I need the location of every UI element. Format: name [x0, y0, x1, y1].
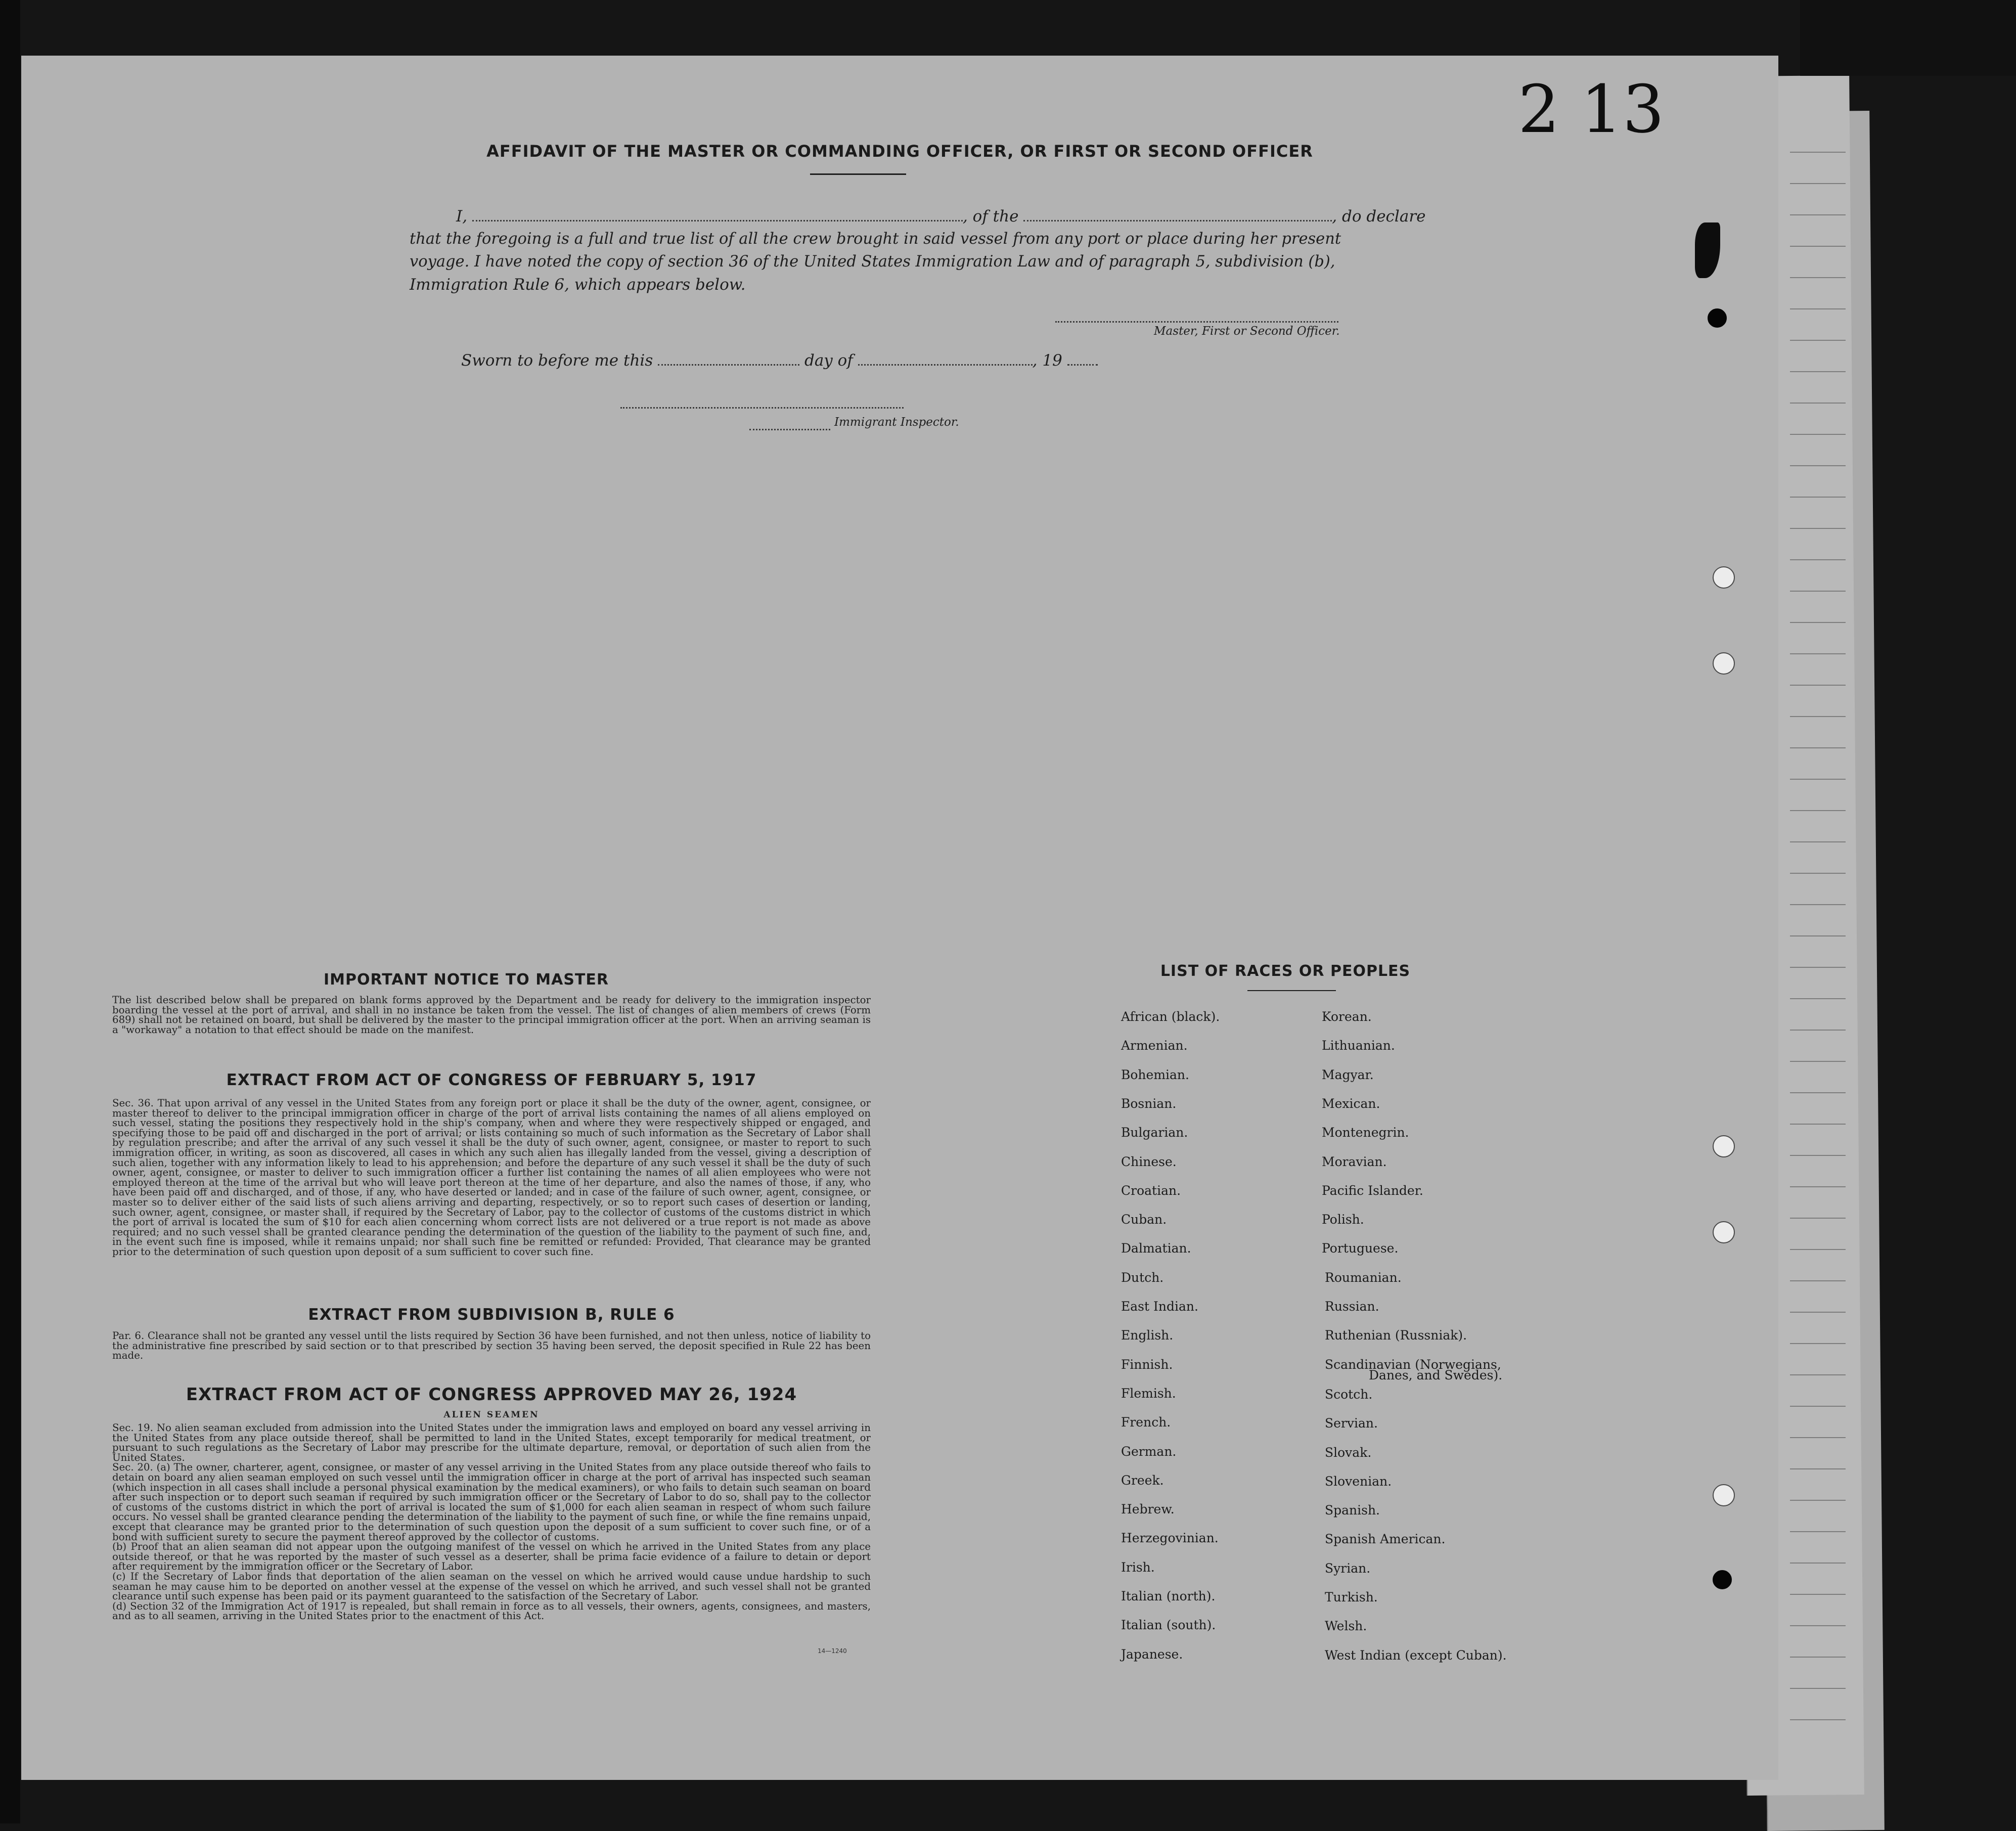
race-item: Servian.: [1325, 1416, 1378, 1431]
declarant-name-field[interactable]: [472, 209, 963, 221]
sworn-month-field[interactable]: [858, 353, 1033, 366]
race-item: Hebrew.: [1121, 1502, 1175, 1517]
sworn-day-field[interactable]: [658, 353, 799, 366]
race-item: French.: [1121, 1415, 1171, 1430]
race-item: East Indian.: [1121, 1299, 1198, 1314]
race-item: Pacific Islander.: [1322, 1183, 1423, 1198]
ruled-line: [1790, 747, 1846, 748]
ruled-line: [1790, 873, 1846, 874]
ruled-line: [1790, 340, 1846, 341]
ruled-line: [1790, 841, 1846, 842]
race-item: Portuguese.: [1322, 1241, 1399, 1256]
ruled-line: [1790, 1468, 1846, 1469]
race-item: Greek.: [1121, 1472, 1164, 1488]
ruled-line: [1790, 1092, 1846, 1093]
declarant-prefix: I,: [456, 207, 468, 226]
rule-6-title: EXTRACT FROM SUBDIVISION B, RULE 6: [308, 1306, 675, 1324]
race-item: Bulgarian.: [1121, 1125, 1188, 1140]
declaration-line-3: voyage. I have noted the copy of section 36 of the United States Immigration Law and of paragraph 5, subdivision (b),: [410, 253, 1335, 271]
ruled-line: [1790, 622, 1846, 623]
scan-left-edge: [0, 0, 20, 1823]
inspector-signature-label: Immigrant Inspector.: [834, 416, 959, 429]
scan-top-right-dark: [1800, 0, 2016, 76]
ruled-line: [1790, 371, 1846, 372]
affidavit-title-rule: [810, 173, 906, 175]
ruled-line: [1790, 434, 1846, 435]
race-item: Ruthenian (Russniak).: [1325, 1328, 1467, 1343]
ruled-line: [1790, 1155, 1846, 1156]
declaration-line-2: that the foregoing is a full and true list of all the crew brought in said vessel from any port or place during her present: [410, 230, 1341, 248]
master-signature-line[interactable]: [1055, 320, 1338, 323]
punch-hole: [1713, 652, 1735, 675]
ruled-line: [1790, 1030, 1846, 1031]
ruled-line: [1790, 308, 1846, 309]
notice-title: IMPORTANT NOTICE TO MASTER: [324, 971, 609, 989]
race-item: Scotch.: [1325, 1387, 1373, 1402]
ruled-line: [1790, 1124, 1846, 1125]
ruled-line: [1790, 1061, 1846, 1062]
ruled-line: [1790, 1343, 1846, 1344]
ruled-line: [1790, 935, 1846, 936]
section-20b-text: (b) Proof that an alien seaman did not appear upon the outgoing manifest of the vessel on which he arrived in the United States from any place outside thereof, or that he was reported by the master of such vessel as a deserter, shall be prima facie evidence of a failure to detain or deport after requirement by the immigration officer or the Secretary of Labor.: [112, 1541, 871, 1573]
ruled-line: [1790, 685, 1846, 686]
sworn-line: [461, 351, 1098, 370]
race-item: Slovak.: [1325, 1445, 1372, 1460]
race-item: Armenian.: [1121, 1038, 1188, 1053]
ruled-line: [1790, 152, 1846, 153]
race-item: Magyar.: [1322, 1067, 1374, 1082]
race-item: African (black).: [1121, 1009, 1220, 1024]
punch-hole: [1713, 1221, 1735, 1243]
race-item: Scandinavian (Norwegians,: [1325, 1357, 1501, 1372]
race-item: Turkish.: [1325, 1590, 1378, 1604]
ruled-line: [1790, 183, 1846, 184]
ruled-line: [1790, 1594, 1846, 1595]
race-item-scandinavian-continued: Danes, and Swedes).: [1369, 1368, 1503, 1382]
section-20d-text: (d) Section 32 of the Immigration Act of 1917 is repealed, but shall remain in force as to all vessels, their owners, agents, consignees, and masters, and as to all seamen, arriving in the United States prior to the enactment of this Act.: [112, 1600, 871, 1622]
ruled-line: [1790, 998, 1846, 999]
ruled-line: [1790, 716, 1846, 717]
punch-hole: [1713, 1484, 1735, 1506]
ruled-line: [1790, 1657, 1846, 1658]
vessel-name-field[interactable]: [1023, 209, 1332, 221]
extract-1924-title: EXTRACT FROM ACT OF CONGRESS APPROVED MAY 26, 1924: [186, 1385, 797, 1405]
ruled-line: [1790, 1218, 1846, 1219]
race-item: Dalmatian.: [1121, 1241, 1191, 1256]
ruled-line: [1790, 497, 1846, 498]
day-of-text: day of: [804, 351, 853, 370]
ruled-line: [1790, 214, 1846, 215]
notice-text: The list described below shall be prepared on blank forms approved by the Department and be ready for delivery to the immigration inspector boarding the vessel at the port of arrival, and shall in no instance be taken from the vessel. The list of changes of alien members of crews (Form 689) shall not be retained on board, but shall be delivered by the master to the principal immigration officer at the port. When an arriving seaman is a "workaway" a notation to that effect should be made on the manifest.: [112, 994, 871, 1036]
race-item: Spanish American.: [1325, 1532, 1446, 1547]
race-item: Lithuanian.: [1322, 1038, 1395, 1053]
ruled-line: [1790, 403, 1846, 404]
ruled-line: [1790, 1374, 1846, 1375]
ruled-line: [1790, 1531, 1846, 1532]
extract-1924-text: [112, 1423, 871, 1621]
race-item: Finnish.: [1121, 1357, 1173, 1372]
ruled-line: [1790, 779, 1846, 780]
race-item: Roumanian.: [1325, 1270, 1402, 1285]
race-item: Cuban.: [1121, 1212, 1167, 1227]
race-item: German.: [1121, 1444, 1177, 1459]
race-item: Croatian.: [1121, 1183, 1181, 1198]
ruled-line: [1790, 653, 1846, 654]
race-item: Chinese.: [1121, 1154, 1177, 1169]
ruled-line: [1790, 591, 1846, 592]
declaration-line: [456, 207, 1425, 226]
race-item: Dutch.: [1121, 1270, 1164, 1285]
race-item: Moravian.: [1322, 1154, 1387, 1169]
race-item: Korean.: [1322, 1009, 1372, 1024]
ruled-line: [1790, 1719, 1846, 1720]
ruled-line: [1790, 1312, 1846, 1313]
ruled-line: [1790, 1437, 1846, 1438]
ruled-line: [1790, 465, 1846, 466]
ruled-line: [1790, 1406, 1846, 1407]
race-item: Welsh.: [1325, 1619, 1367, 1634]
document-page: [21, 56, 1778, 1780]
race-item: Bohemian.: [1121, 1067, 1189, 1082]
race-item: Japanese.: [1121, 1646, 1183, 1662]
race-item: Syrian.: [1325, 1560, 1371, 1576]
races-title-rule: [1247, 990, 1336, 991]
punch-hole: [1713, 1570, 1732, 1589]
ruled-line: [1790, 1186, 1846, 1187]
race-item: Irish.: [1121, 1559, 1155, 1575]
do-declare-text: , do declare: [1332, 207, 1426, 226]
sworn-year-field[interactable]: [1067, 353, 1098, 366]
sworn-text: Sworn to before me this: [461, 351, 653, 370]
ruled-line: [1790, 528, 1846, 529]
ruled-line: [1790, 1688, 1846, 1689]
rule-6-text: Par. 6. Clearance shall not be granted any vessel until the lists required by Section 36 have been furnished, and not then unless, notice of liability to the administrative fine prescribed by said section or to that prescribed by section 35 having been served, the deposit specified in Rule 22 has been made.: [112, 1330, 871, 1362]
extract-1917-text: Sec. 36. That upon arrival of any vessel in the United States from any foreign port or place it shall be the duty of the owner, agent, consignee, or master thereof to deliver to the principal immigration officer in charge of the port of arrival lists containing the names of all aliens employed on such vessel, stating the positions they respectively hold in the ship's company, when and where they were respectively shipped or engaged, and specifying those to be paid off and discharged in the port of arrival; or lists containing so much of such information as the Secretary of Labor shall by regulation prescribe; and after the arrival of any such vessel it shall be the duty of such owner, agent, consignee, or master to report to such immigration officer, in writing, as soon as discovered, all cases in which any such alien has illegally landed from the vessel, giving a description of such alien, together with any information likely to lead to his apprehension; and before the departure of any such vessel it shall be the duty of such owner, agent, consignee, or master to deliver to such immigration officer a further list containing the names of all alien employees who were not employed thereon at the time of the arrival but who will leave port thereon at the time of her departure, and also the names of those, if any, who have been paid off and discharged, and of those, if any, who have deserted or landed; and in case of the failure of such owner, agent, consignee, or master so to deliver either of the said lists of such aliens arriving and departing, respectively, or so to report such cases of desertion or landing, such owner, agent, consignee, or master shall, if required by the Secretary of Labor, pay to the collector of customs of the customs district in which the port of arrival is located the sum of $10 for each alien concerning whom correct lists are not delivered or a true report is not made as above required; and no such vessel shall be granted clearance pending the determination of the question of the liability to the payment of such fine, and, in the event such fine is imposed, while it remains unpaid; nor shall such fine be remitted or refunded: Provided, That clearance may be granted prior to the determination of such question upon deposit of a sum sufficient to cover such fine.: [112, 1097, 871, 1258]
punch-hole: [1708, 308, 1727, 328]
inspector-name-line[interactable]: [749, 428, 830, 430]
ruled-line: [1790, 246, 1846, 247]
race-item: Russian.: [1325, 1299, 1379, 1314]
declaration-line-4: Immigration Rule 6, which appears below.: [410, 276, 746, 294]
section-19-text: Sec. 19. No alien seaman excluded from admission into the United States under the immigration laws and employed on board any vessel arriving in the United States from any place outside thereof, shall be permitted to land in the United States, except temporarily for medical treatment, or pursuant to such regulations as the Secretary of Labor may prescribe for the ultimate departure, removal, or deportation of such alien from the United States.: [112, 1422, 871, 1463]
race-item: Bosnian.: [1121, 1096, 1177, 1111]
punch-hole: [1713, 566, 1735, 589]
inspector-signature-line[interactable]: [620, 406, 904, 409]
race-item: Slovenian.: [1325, 1473, 1392, 1489]
ruled-line: [1790, 1625, 1846, 1626]
race-item: West Indian (except Cuban).: [1325, 1647, 1507, 1663]
section-20c-text: (c) If the Secretary of Labor finds that deportation of the alien seaman on the vessel on which he arrived would cause undue hardship to such seaman he may cause him to be deported on another vessel at the expense of the vessel on which he arrived, and such vessel shall not be granted clearance until such expense has been paid or its payment guaranteed to the satisfaction of the Secretary of Labor.: [112, 1570, 871, 1602]
affidavit-title: AFFIDAVIT OF THE MASTER OR COMMANDING OFFICER, OR FIRST OR SECOND OFFICER: [486, 142, 1313, 161]
ruled-line: [1790, 277, 1846, 278]
ruled-line: [1790, 810, 1846, 811]
races-title: LIST OF RACES OR PEOPLES: [1160, 962, 1411, 980]
ruled-line: [1790, 1249, 1846, 1250]
ruled-line: [1790, 1562, 1846, 1564]
ruled-line: [1790, 904, 1846, 905]
section-20a-text: Sec. 20. (a) The owner, charterer, agent, consignee, or master of any vessel arriving in the United States from any place outside thereof who fails to detain on board any alien seaman employed on such vessel until the immigration officer in charge at the port of arrival has inspected such seaman (which inspection in all cases shall include a personal physical examination by the medical examiners), or who fails to detain such seaman on board after such inspection or to deport such seaman if required by such immigration officer or the Secretary of Labor to do so, shall pay to the collector of customs of the customs district in which the port of arrival is located the sum of $1,000 for each alien seaman in respect of whom such failure occurs. No vessel shall be granted clearance pending the determination of the liability to the payment of such fine, or while the fine remains unpaid, except that clearance may be granted prior to the determination of such question upon the deposit of a sum sufficient to cover such fine, or of a bond with sufficient surety to secure the payment thereof approved by the collector of customs.: [112, 1461, 871, 1543]
race-item: English.: [1121, 1328, 1174, 1343]
race-item: Polish.: [1322, 1212, 1364, 1227]
paper-tear: [1695, 222, 1720, 278]
handwritten-corner-note: 2 13: [1518, 71, 1665, 148]
ruled-line: [1790, 967, 1846, 968]
ruled-line: [1790, 1500, 1846, 1501]
race-item: Flemish.: [1121, 1386, 1176, 1401]
master-signature-label: Master, First or Second Officer.: [1154, 325, 1340, 338]
year-prefix-text: , 19: [1032, 351, 1062, 370]
race-item: Italian (south).: [1121, 1618, 1216, 1633]
race-item: Herzegovinian.: [1121, 1531, 1219, 1546]
race-item: Italian (north).: [1121, 1589, 1216, 1603]
race-item: Mexican.: [1322, 1096, 1380, 1111]
ruled-line: [1790, 559, 1846, 560]
ruled-line: [1790, 1280, 1846, 1281]
form-number: 14—1240: [818, 1647, 847, 1655]
punch-hole: [1713, 1135, 1735, 1157]
race-item: Spanish.: [1325, 1503, 1380, 1518]
race-item: Montenegrin.: [1322, 1125, 1409, 1140]
alien-seamen-subtitle: ALIEN SEAMEN: [443, 1410, 540, 1420]
of-the-text: , of the: [962, 207, 1019, 226]
extract-1917-title: EXTRACT FROM ACT OF CONGRESS OF FEBRUARY 5, 1917: [226, 1071, 757, 1089]
